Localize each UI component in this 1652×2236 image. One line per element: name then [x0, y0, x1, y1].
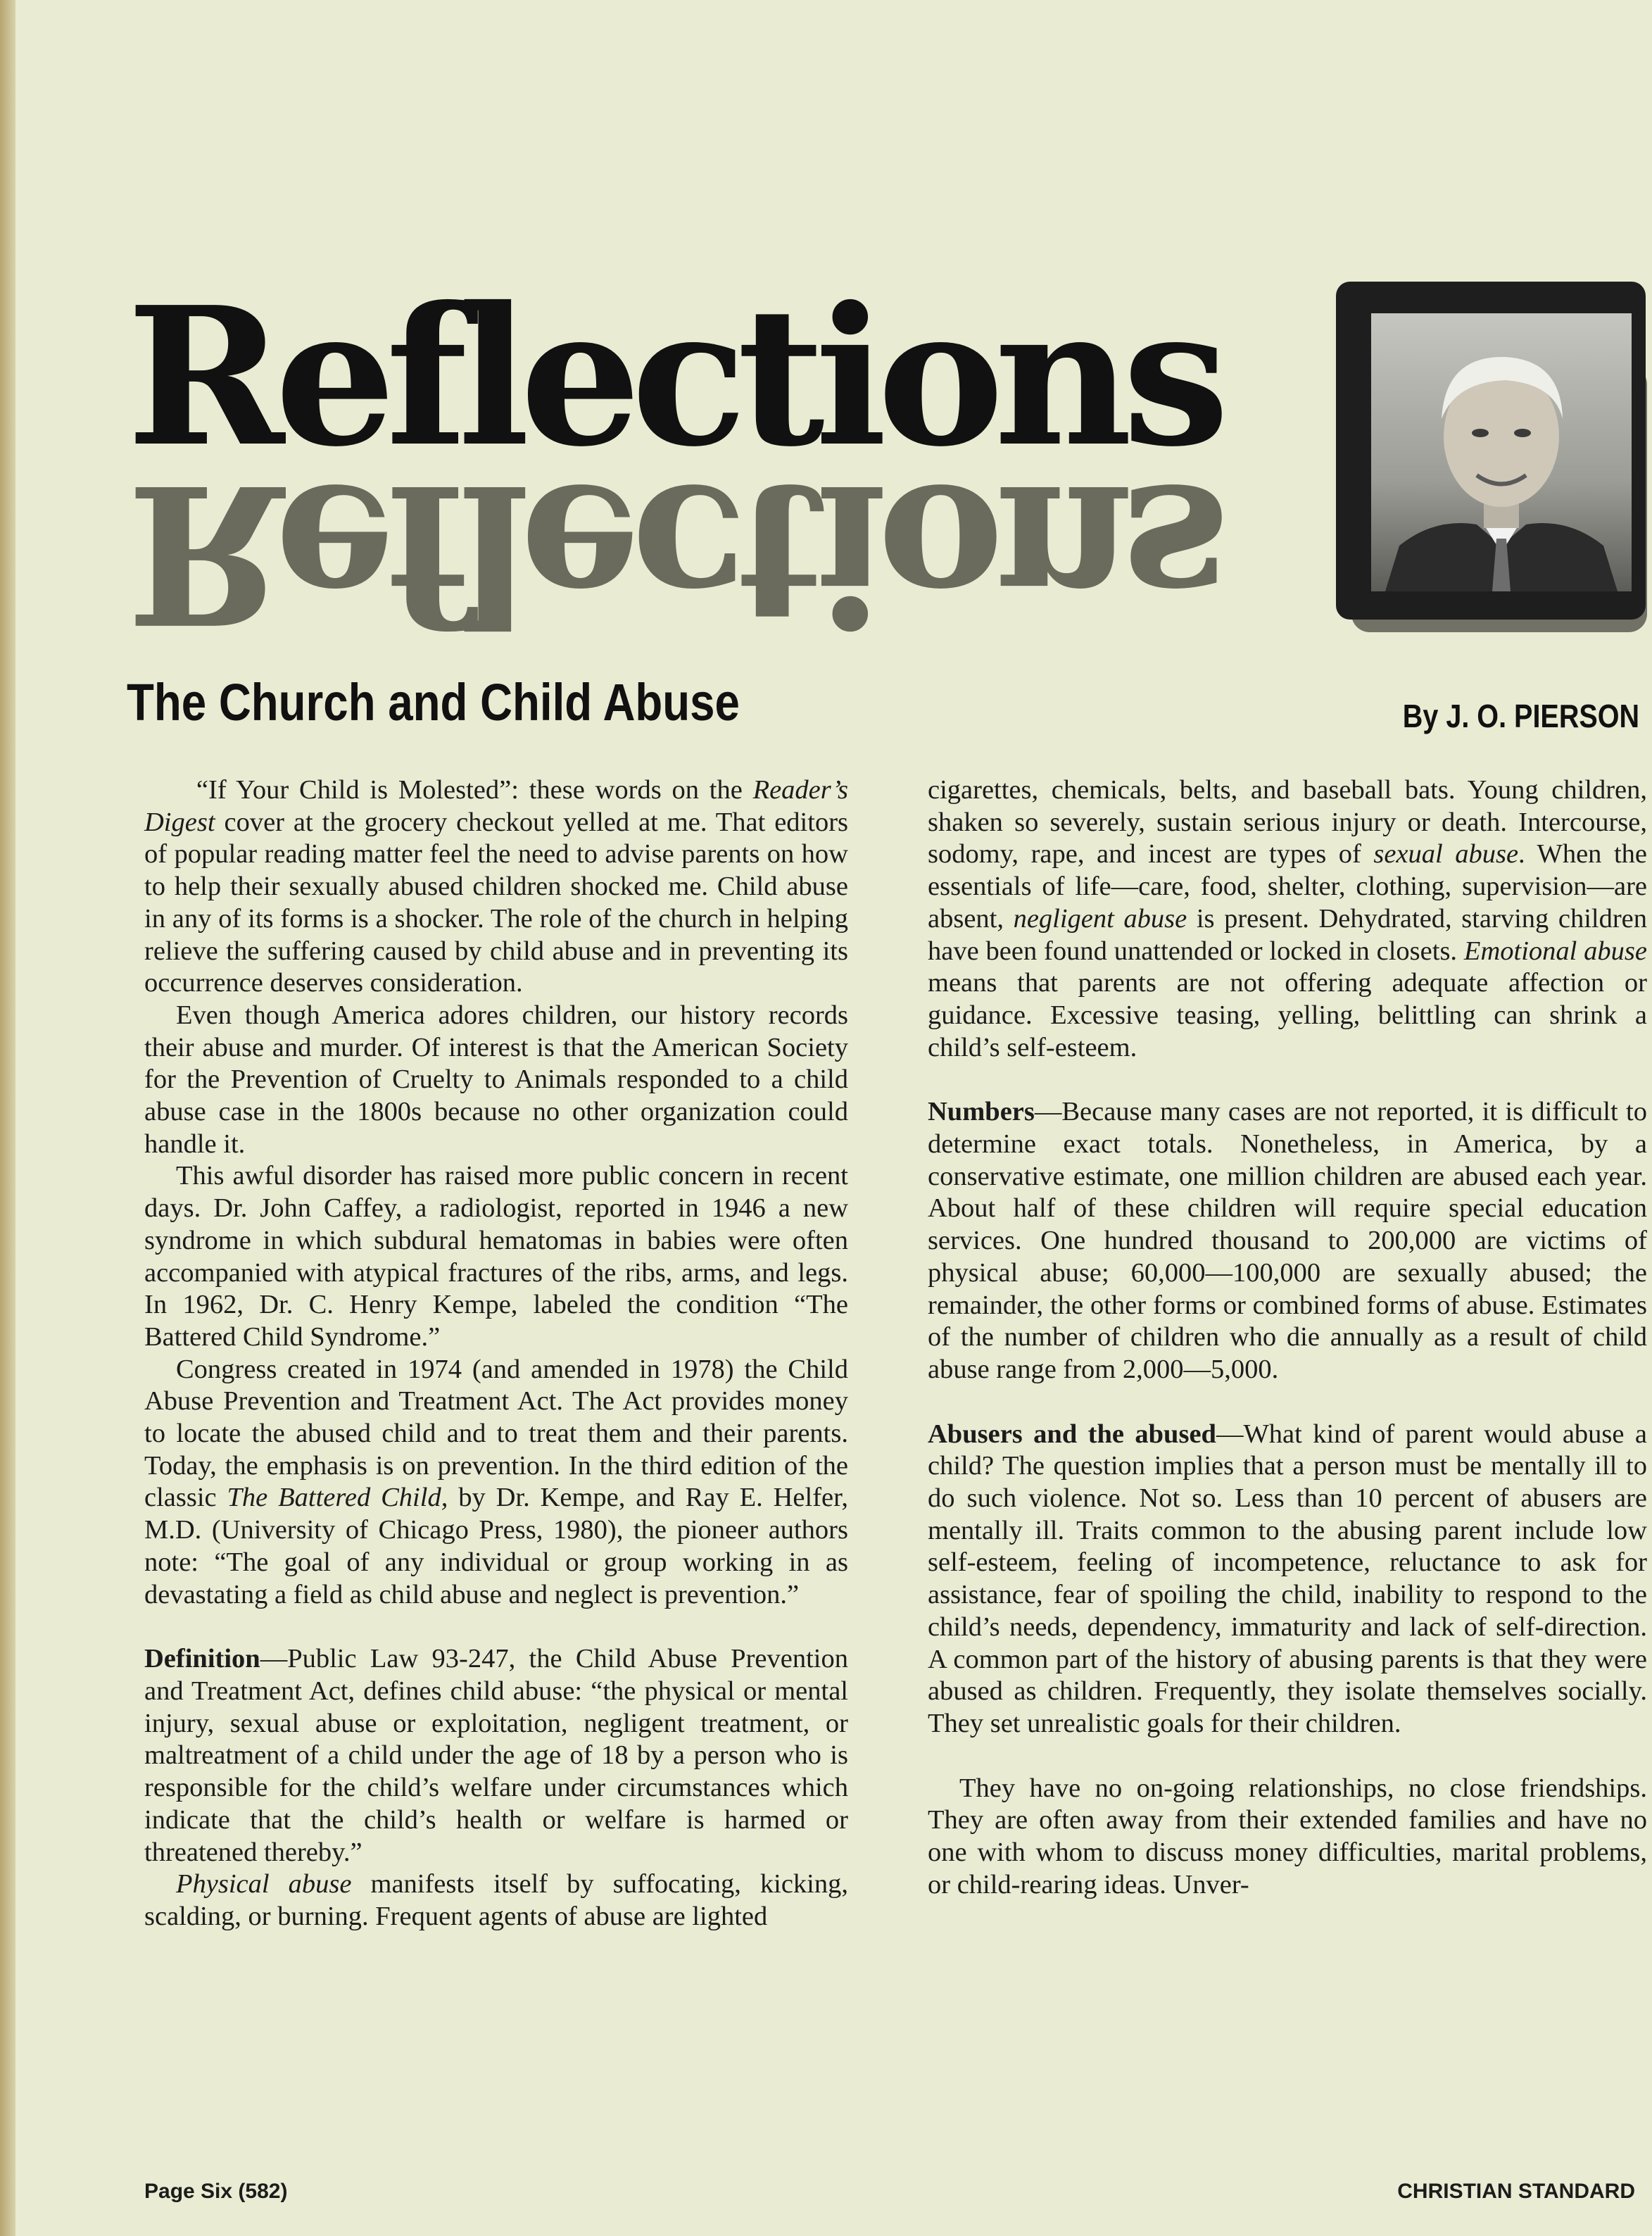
masthead-title: Reflections: [127, 265, 1220, 489]
byline: By J. O. PIERSON: [1402, 698, 1639, 734]
left-column: [144, 774, 848, 1933]
paragraph: They have no on-going relationships, no close friendships. They are often away from their extended families and have no one with whom to discuss money difficulties, marital problems, or child-rearing ideas. Unver-: [928, 1773, 1647, 1899]
paragraph: Even though America adores children, our history records their abuse and murder. Of interest is that the American Society for the Prevention of Cruelty to Animals responded to a child abuse case in the 1800s because no other organization could handle it.: [144, 1000, 848, 1159]
paragraph: cigarettes, chemicals, belts, and baseball bats. Young children, shaken so severely, sustain serious injury or death. Intercourse, sodomy, rape, and incest are types of sexual abuse. When the essentials of life—care, food, shelter, clothing, supervision—are absent, negligent abuse is present. Dehydrated, starving children have been found unattended or locked in closets. Emotional abuse means that parents are not offering adequate affection or guidance. Excessive teasing, yelling, belittling can shrink a child’s self-esteem.: [928, 775, 1648, 1062]
section-numbers: Numbers—Because many cases are not reported, it is difficult to determine exact totals. Nonetheless, in America, by a conservative estimate, one million children are abused each year. About half of these children will require special education services. One hundred thousand to 200,000 are victims of physical abuse; 60,000—100,000 are sexually abused; the remainder, the other forms or combined forms of abuse. Estimates of the number of children who die annually as a result of child abuse range from 2,000—5,000.: [928, 1097, 1647, 1384]
paragraph: Congress created in 1974 (and amended in 1978) the Child Abuse Prevention and Treatment Act. The Act provides money to locate the abused child and to treat them and their parents. Today, the emphasis is on prevention. In the third edition of the classic The Battered Child, by Dr. Kempe, and Ray E. Helfer, M.D. (University of Chicago Press, 1980), the pioneer authors note: “The goal of any individual or group working in as devastating a field as child abuse and neglect is prevention.”: [144, 1354, 849, 1609]
paragraph: This awful disorder has raised more public concern in recent days. Dr. John Caffey, a radiologist, reported in 1946 a new syndrome in which subdural hematomas in babies were often accompanied with atypical fractures of the ribs, arms, and legs. In 1962, Dr. C. Henry Kempe, labeled the condition “The Battered Child Syndrome.”: [144, 1161, 848, 1352]
masthead: [127, 265, 1309, 666]
page-edge: [0, 0, 15, 2236]
right-column: [928, 774, 1647, 1902]
author-portrait: [1371, 313, 1632, 591]
section-definition: Definition—Public Law 93-247, the Child Abuse Prevention and Treatment Act, defines child abuse: “the physical or mental injury, sexual abuse or exploitation, negligent treatment, or maltreatment of a child under the age of 18 by a person who is responsible for the child’s welfare under circumstances which indicate that the child’s health or welfare is harmed or threatened thereby.”: [144, 1644, 848, 1867]
paragraph: Physical abuse manifests itself by suffocating, kicking, scalding, or burning. Frequent agents of abuse are lighted: [144, 1869, 849, 1931]
magazine-name: CHRISTIAN STANDARD: [1397, 2180, 1635, 2203]
masthead-reflection: Reflections: [127, 442, 1220, 666]
paragraph: “If Your Child is Molested”: these words on the Reader’s Digest cover at the grocery checkout yelled at me. That editors of popular reading matter feel the need to advise parents on how to help their sexually abused children shocked me. Child abuse in any of its forms is a shocker. The role of the church in helping relieve the suffering caused by child abuse and in preventing its occurrence deserves consideration.: [144, 775, 849, 998]
article-title: The Church and Child Abuse: [127, 673, 740, 731]
section-abusers: Abusers and the abused—What kind of parent would abuse a child? The question implies that a person must be mentally ill to do such violence. Not so. Less than 10 percent of abusers are mentally ill. Traits common to the abusing parent include low self-esteem, feeling of incompetence, reluctance to ask for assistance, fear of spoiling the child, inability to respond to the child’s needs, dependency, immaturity and lack of self-direction. A common part of the history of abusing parents is that they were abused as children. Frequently, they isolate themselves socially. They set unrealistic goals for their children.: [928, 1419, 1647, 1738]
page-number: Page Six (582): [144, 2180, 288, 2203]
